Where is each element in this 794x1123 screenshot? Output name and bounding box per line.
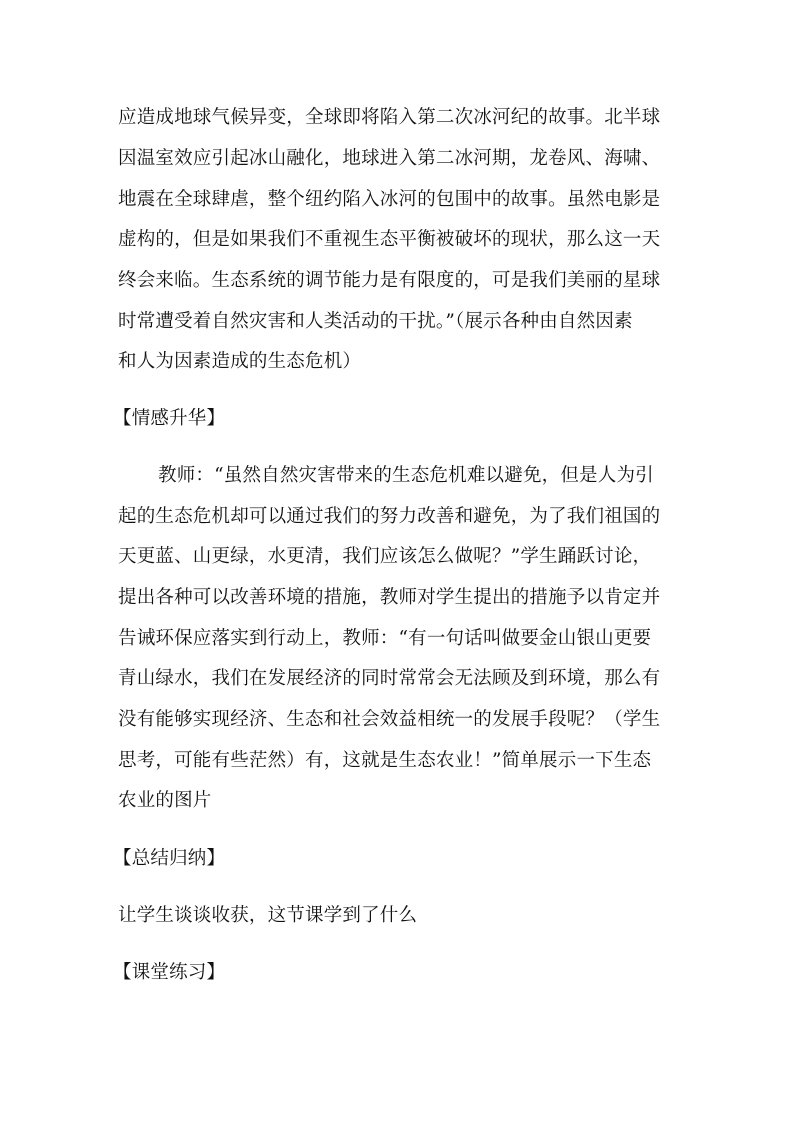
paragraph-line: 虚构的，但是如果我们不重视生态平衡被破坏的现状，那么这一天 <box>118 229 661 250</box>
section-heading: 【课堂练习】 <box>113 962 226 983</box>
paragraph-line: 思考，可能有些茫然）有，这就是生态农业！”简单展示一下生态 <box>118 750 652 771</box>
paragraph-line: 地震在全球肆虐，整个纽约陷入冰河的包围中的故事。虽然电影是 <box>118 189 661 210</box>
paragraph-line: 青山绿水，我们在发展经济的同时常常会无法顾及到环境，那么有 <box>118 668 661 689</box>
paragraph-line: 告诫环保应落实到行动上，教师：“有一句话叫做要金山银山更要 <box>118 628 652 649</box>
paragraph-line: 天更蓝、山更绿，水更清，我们应该怎么做呢？”学生踊跃讨论， <box>118 546 652 567</box>
paragraph-line: 提出各种可以改善环境的措施，教师对学生提出的措施予以肯定并 <box>118 587 661 608</box>
paragraph-line: 终会来临。生态系统的调节能力是有限度的，可是我们美丽的星球 <box>118 270 661 291</box>
paragraph-line: 教师：“虽然自然灾害带来的生态危机难以避免，但是人为引 <box>158 465 654 486</box>
paragraph-line: 让学生谈谈收获，这节课学到了什么 <box>118 905 418 926</box>
paragraph-line: 起的生态危机却可以通过我们的努力改善和避免，为了我们祖国的 <box>118 506 661 527</box>
paragraph-line: 应造成地球气候异变，全球即将陷入第二次冰河纪的故事。北半球 <box>118 107 661 128</box>
paragraph-line: 没有能够实现经济、生态和社会效益相统一的发展手段呢？（学生 <box>118 709 661 730</box>
paragraph-line: 和人为因素造成的生态危机） <box>118 351 362 372</box>
paragraph-line: 时常遭受着自然灾害和人类活动的干扰。”（展示各种由自然因素 <box>118 311 633 332</box>
paragraph-line: 因温室效应引起冰山融化，地球进入第二冰河期，龙卷风、海啸、 <box>118 148 661 169</box>
section-heading: 【总结归纳】 <box>113 848 226 869</box>
paragraph-line: 农业的图片 <box>118 790 212 811</box>
section-heading: 【情感升华】 <box>113 408 226 429</box>
